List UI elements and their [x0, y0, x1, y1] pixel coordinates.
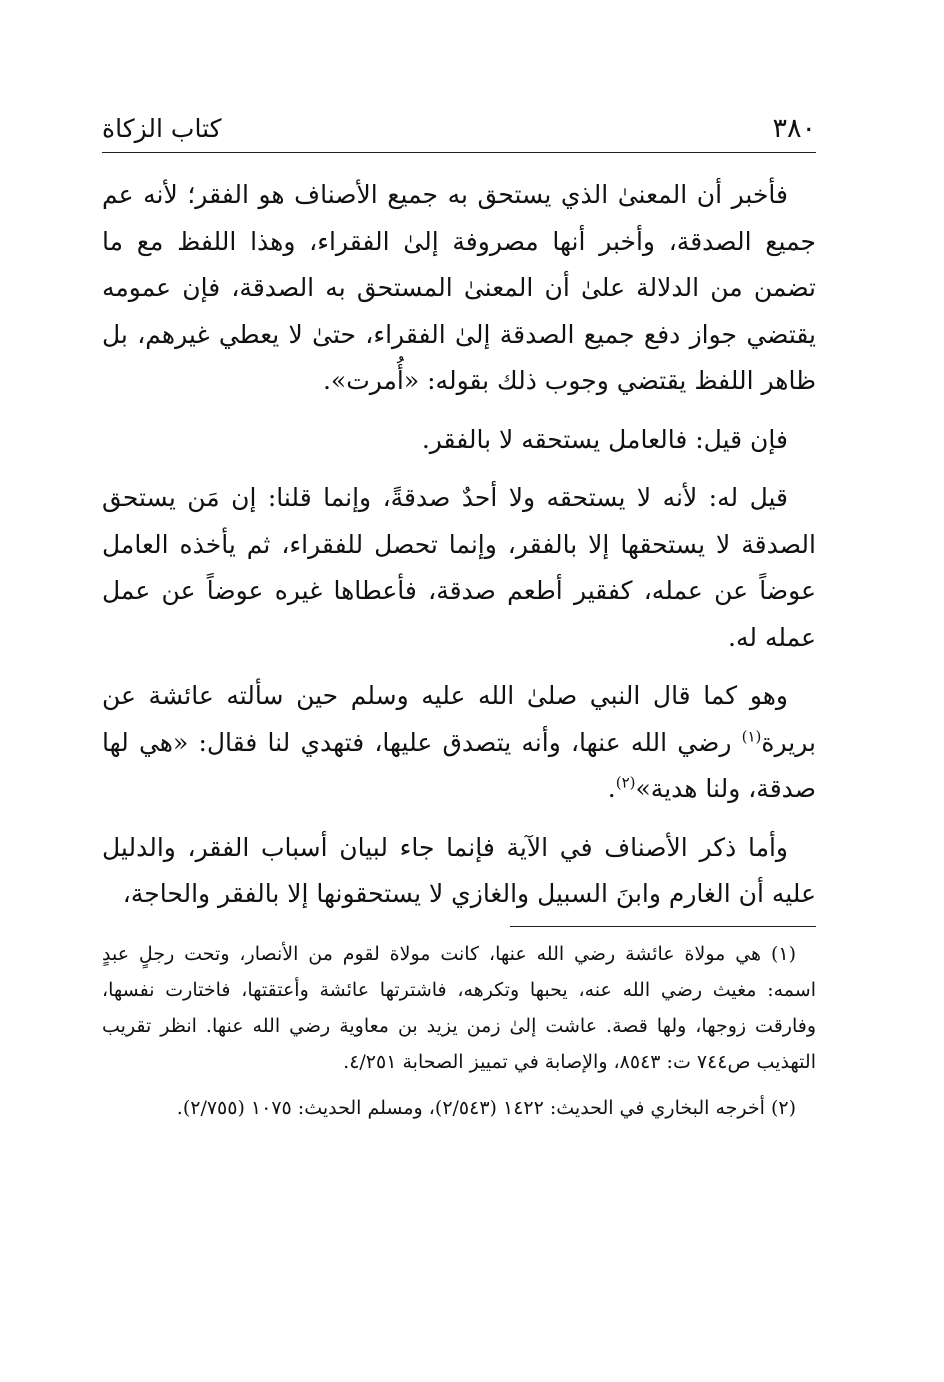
book-title: كتاب الزكاة: [102, 114, 222, 143]
paragraph: فأخبر أن المعنىٰ الذي يستحق به جميع الأصناف هو الفقر؛ لأنه عم جميع الصدقة، وأخبر أنها مصروفة إلىٰ الفقراء، وهذا اللفظ مع ما تضمن من الدلالة علىٰ أن المعنىٰ المستحق به الصدقة، فإن عمومه يقتضي جواز دفع جميع الصدقة إلىٰ الفقراء، حتىٰ لا يعطي غيرهم، بل ظاهر اللفظ يقتضي وجوب ذلك بقوله: «أُمرت».: [102, 180, 816, 395]
paragraph: وأما ذكر الأصناف في الآية فإنما جاء لبيان أسباب الفقر، والدليل عليه أن الغارم وابنَ السبيل والغازي لا يستحقونها إلا بالفقر والحاجة،: [102, 832, 816, 908]
footnote-divider: [510, 926, 816, 927]
book-page: [102, 0, 816, 1382]
paragraph-text: رضي الله عنها، وأنه يتصدق عليها، فتهدي لنا فقال: «هي لها صدقة، ولنا هدية»: [102, 727, 816, 803]
paragraph: فإن قيل: فالعامل يستحقه لا بالفقر.: [421, 424, 788, 454]
footnote-ref-2[interactable]: (٢): [615, 773, 636, 792]
paragraph-end: .: [607, 774, 616, 803]
footnote-1: (١) هي مولاة عائشة رضي الله عنها، كانت مولاة لقوم من الأنصار، وتحت رجلٍ عبدٍ اسمه: مغيث رضي الله عنه، يحبها وتكرهه، فاشترتها عائشة وأعتقتها، فاختارت نفسها، وفارقت زوجها، ولها قصة. عاشت إلىٰ زمن يزيد بن معاوية رضي الله عنها. انظر تقريب التهذيب ص٧٤٤ ت: ٨٥٤٣، والإصابة في تمييز الصحابة ٤/٢٥١.: [102, 943, 816, 1073]
paragraph: [102, 673, 816, 813]
main-text: [102, 172, 816, 930]
page-number: ٣٨٠: [772, 113, 816, 144]
running-header: [102, 108, 816, 153]
footnote-ref-1[interactable]: (١): [741, 727, 762, 746]
paragraph-text: وهو كما قال النبي صلىٰ الله عليه وسلم حين سألته عائشة عن بريرة: [102, 681, 816, 757]
paragraph: قيل له: لأنه لا يستحقه ولا أحدٌ صدقةً، وإنما قلنا: إن مَن يستحق الصدقة لا يستحقها إلا بالفقر، وإنما تحصل للفقراء، ثم يأخذه العامل عوضاً عن عمله، كفقير أطعم صدقة، فأعطاها غيره عوضاً عن عمل عمله له.: [102, 483, 816, 652]
footnotes: [102, 936, 816, 1136]
footnote-2: (٢) أخرجه البخاري في الحديث: ١٤٢٢ (٢/٥٤٣)، ومسلم الحديث: ١٠٧٥ (٢/٧٥٥).: [176, 1097, 796, 1119]
